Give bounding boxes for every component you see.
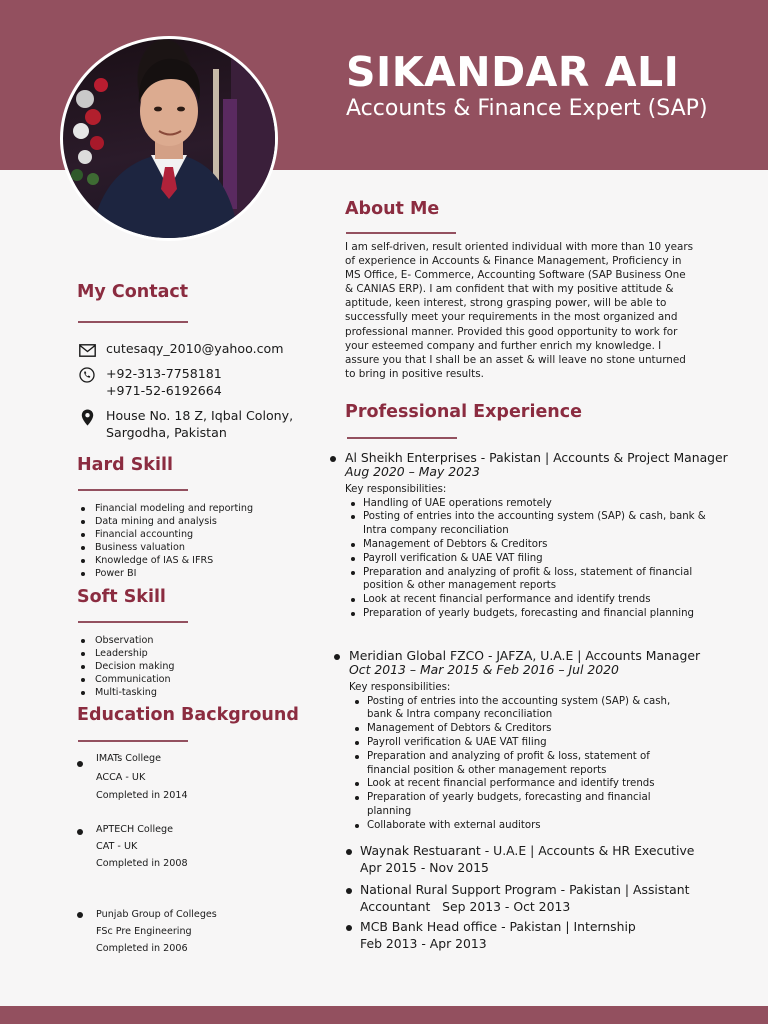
responsibility-item: Preparation and analyzing of profit & loss, statement of financial position & other management reports [349, 750, 694, 778]
hard-skill-item: Power BI [79, 567, 253, 580]
hard-skill-item: Financial accounting [79, 528, 253, 541]
person-name: SIKANDAR ALI [346, 48, 680, 96]
about-underline [346, 232, 456, 234]
responsibility-item: Management of Debtors & Creditors [349, 722, 694, 736]
responsibility-item: Payroll verification & UAE VAT filing [345, 552, 723, 566]
hard-skill-item: Financial modeling and reporting [79, 502, 253, 515]
job-title: Meridian Global FZCO - JAFZA, U.A.E | Accounts Manager [349, 648, 701, 663]
contact-address-line-2: Sargodha, Pakistan [106, 424, 227, 440]
soft-skill-item: Leadership [79, 647, 175, 660]
soft-skill-underline [78, 621, 188, 623]
responsibility-item: Management of Debtors & Creditors [345, 538, 723, 552]
contact-phone-2[interactable]: +971-52-6192664 [106, 382, 222, 398]
education-completed: Completed in 2014 [96, 790, 188, 802]
responsibility-item: Look at recent financial performance and identify trends [349, 777, 694, 791]
job-title: Al Sheikh Enterprises - Pakistan | Accounts & Project Manager [345, 450, 728, 465]
contact-email-row [78, 341, 284, 358]
soft-skill-item: Multi-tasking [79, 686, 175, 699]
education-school: IMATs College [96, 753, 162, 764]
responsibilities-label: Key responsibilities: [345, 484, 447, 495]
bullet-dot [346, 888, 352, 894]
short-job-title: MCB Bank Head office - Pakistan | Internship [360, 919, 636, 934]
job-entry [330, 451, 750, 621]
job-entry [334, 649, 754, 833]
short-job-dates: Accountant Sep 2013 - Oct 2013 [360, 898, 571, 914]
contact-phone-row [78, 366, 222, 399]
about-title: About Me [345, 199, 440, 219]
bullet-dot [346, 849, 352, 855]
education-title: Education Background [77, 705, 299, 725]
job-dates: Aug 2020 – May 2023 [345, 464, 480, 479]
responsibility-item: Collaborate with external auditors [349, 819, 694, 833]
responsibilities-list [345, 497, 723, 621]
soft-skill-item: Communication [79, 673, 175, 686]
contact-email[interactable]: cutesaqy_2010@yahoo.com [106, 341, 284, 356]
responsibility-item: Preparation of yearly budgets, forecasting and financial planning [345, 607, 723, 621]
experience-title: Professional Experience [345, 402, 583, 422]
bullet-dot [77, 829, 83, 835]
responsibilities-list [349, 695, 694, 833]
responsibility-item: Posting of entries into the accounting system (SAP) & cash, bank & Intra company reconciliation [345, 510, 723, 538]
short-job-dates: Feb 2013 - Apr 2013 [360, 935, 487, 951]
soft-skill-item: Observation [79, 634, 175, 647]
responsibility-item: Preparation and analyzing of profit & loss, statement of financial position & other management reports [345, 566, 723, 594]
hard-skill-item: Business valuation [79, 541, 253, 554]
education-completed: Completed in 2008 [96, 858, 188, 869]
short-job-dates: Apr 2015 - Nov 2015 [360, 859, 489, 875]
short-job-title: National Rural Support Program - Pakistan | Assistant [360, 882, 690, 897]
hard-skill-list [79, 502, 253, 580]
footer-band [0, 1006, 768, 1024]
short-job-title: Waynak Restuarant - U.A.E | Accounts & HR Executive [360, 843, 695, 858]
phone-icon [78, 367, 96, 383]
education-program: CAT - UK [96, 841, 138, 852]
soft-skill-item: Decision making [79, 660, 175, 673]
education-school: APTECH College [96, 824, 174, 835]
responsibilities-label: Key responsibilities: [349, 682, 451, 693]
contact-address-row [78, 408, 293, 441]
profile-photo [60, 36, 278, 241]
job-dates: Oct 2013 – Mar 2015 & Feb 2016 – Jul 2020 [349, 662, 619, 677]
bullet-dot [334, 654, 340, 660]
responsibility-item: Handling of UAE operations remotely [345, 497, 723, 511]
contact-address-line-1: House No. 18 Z, Iqbal Colony, [106, 408, 294, 423]
contact-phone-1[interactable]: +92-313-7758181 [106, 366, 222, 381]
bullet-dot [77, 912, 83, 918]
bullet-dot [330, 456, 336, 462]
mail-icon [78, 342, 96, 358]
soft-skill-title: Soft Skill [77, 587, 166, 607]
hard-skill-item: Data mining and analysis [79, 515, 253, 528]
experience-underline [347, 437, 457, 439]
education-school: Punjab Group of Colleges [96, 909, 217, 920]
short-job-entry [346, 882, 689, 915]
hard-skill-underline [78, 489, 188, 491]
contact-underline [78, 321, 188, 323]
responsibility-item: Posting of entries into the accounting system (SAP) & cash, bank & Intra company reconciliation [349, 695, 694, 723]
education-program: FSc Pre Engineering [96, 926, 192, 937]
responsibility-item: Payroll verification & UAE VAT filing [349, 736, 694, 750]
education-completed: Completed in 2006 [96, 943, 188, 954]
short-job-entry [346, 919, 636, 952]
hard-skill-item: Knowledge of IAS & IFRS [79, 554, 253, 567]
education-underline [78, 740, 188, 742]
about-text: I am self-driven, result oriented individual with more than 10 years of experience in Accounts & Finance Management, Proficiency in MS Office, E- Commerce, Accounting Software (SAP Business One & CANIAS ERP). I am confident that with my positive attitude & aptitude, keen interest, strong grasping power, will be able to successfully meet your requirements in the most organized and professional manner. Provided this good opportunity to work for your esteemed company and further enrich my knowledge. I assure you that I shall be an asset & will leave no stone unturned to bring in positive results. [345, 241, 694, 380]
contact-title: My Contact [77, 282, 189, 302]
responsibility-item: Look at recent financial performance and identify trends [345, 593, 723, 607]
job-role: Accounts & Finance Expert (SAP) [346, 96, 708, 121]
short-job-entry [346, 843, 694, 876]
location-pin-icon [78, 409, 96, 425]
hard-skill-title: Hard Skill [77, 455, 173, 475]
education-program: ACCA - UK [96, 771, 146, 783]
bullet-dot [346, 925, 352, 931]
soft-skill-list [79, 634, 175, 699]
responsibility-item: Preparation of yearly budgets, forecasting and financial planning [349, 791, 694, 819]
bullet-dot [77, 761, 83, 767]
